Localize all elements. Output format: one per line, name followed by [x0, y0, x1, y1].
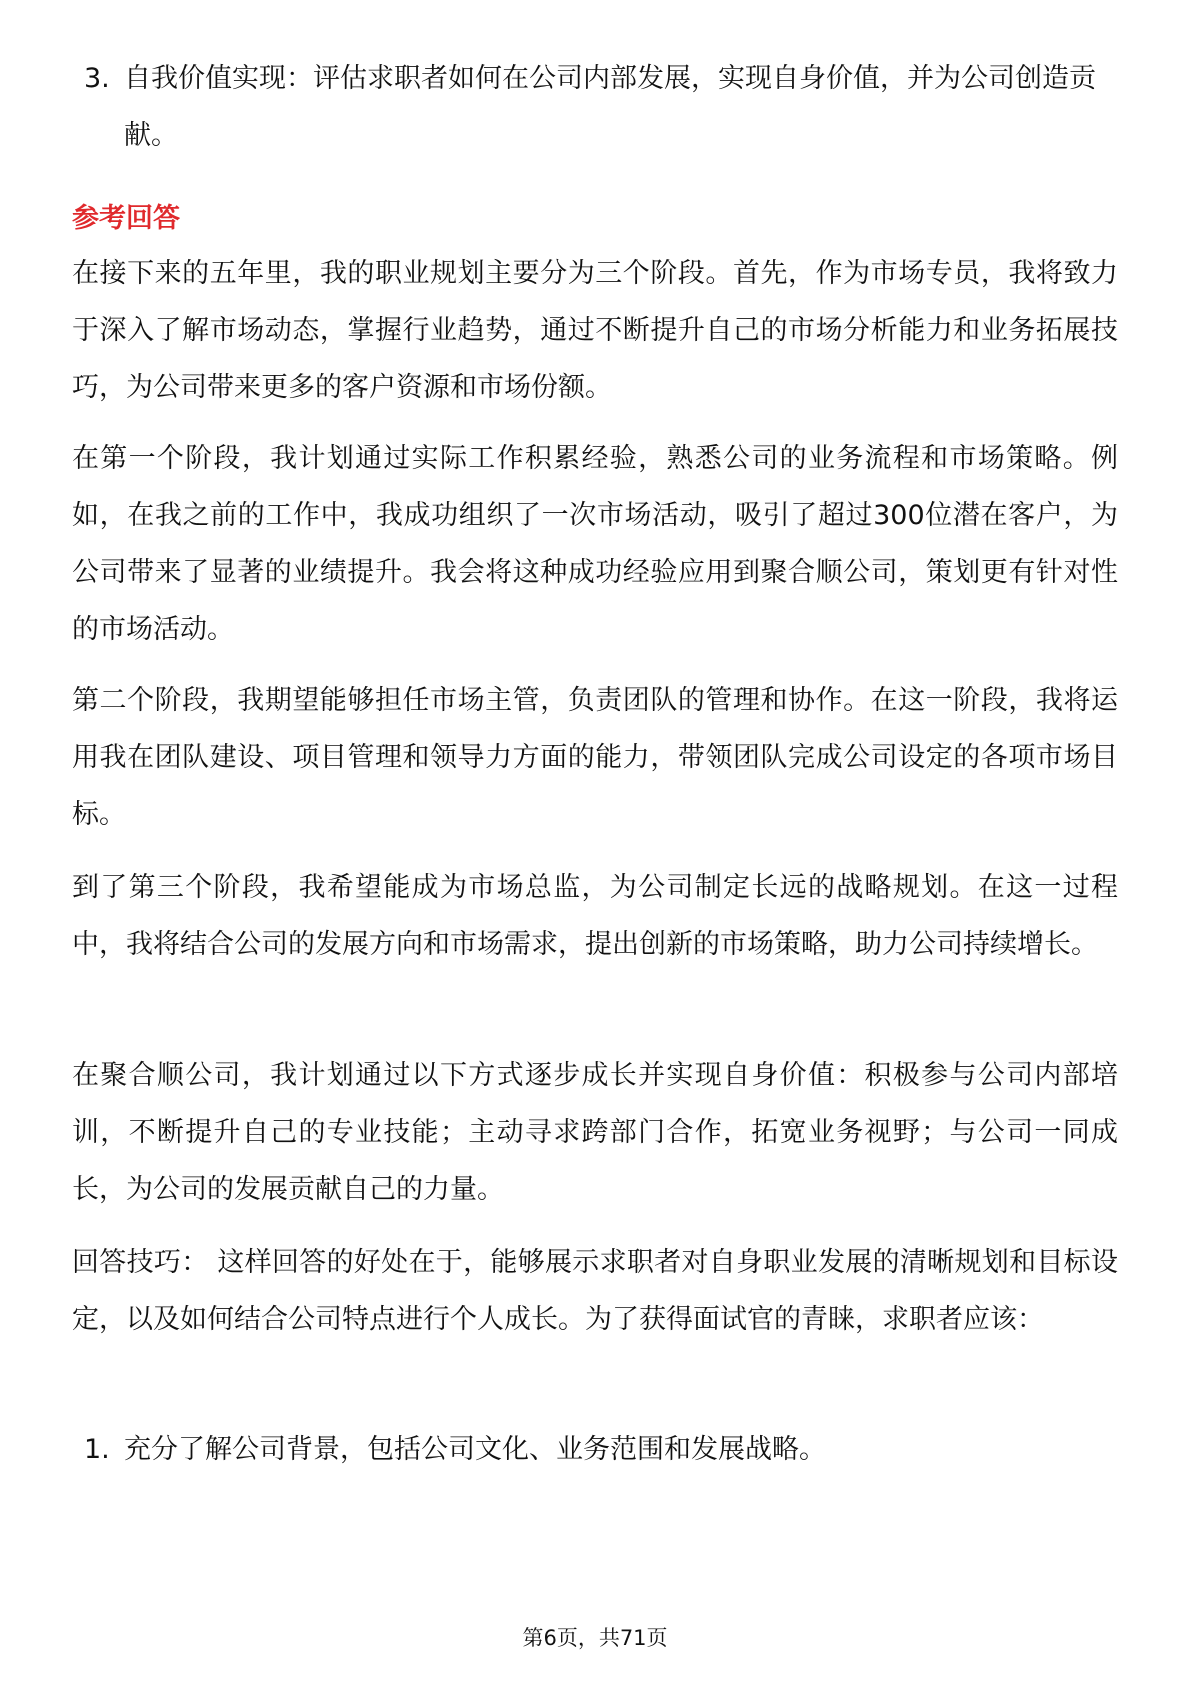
list-item-1	[72, 1421, 1118, 1478]
paragraph-2: 在第一个阶段，我计划通过实际工作积累经验，熟悉公司的业务流程和市场策略。例如，在我之前的工作中，我成功组织了一次市场活动，吸引了超过300位潜在客户，为公司带来了显著的业绩提升。我会将这种成功经验应用到聚合顺公司，策划更有针对性的市场活动。	[72, 443, 1118, 645]
list-text: 自我价值实现：评估求职者如何在公司内部发展，实现自身价值，并为公司创造贡献。	[124, 63, 1096, 151]
list-item-3	[72, 50, 1118, 164]
list-number: 3.	[84, 63, 110, 94]
list-number: 1.	[84, 1434, 110, 1465]
section-title: 参考回答	[72, 203, 180, 234]
page-footer: 第6页，共71页	[522, 1626, 668, 1650]
paragraph-1: 在接下来的五年里，我的职业规划主要分为三个阶段。首先，作为市场专员，我将致力于深入了解市场动态，掌握行业趋势，通过不断提升自己的市场分析能力和业务拓展技巧，为公司带来更多的客户资源和市场份额。	[72, 258, 1118, 403]
answer-tips-paragraph: 回答技巧： 这样回答的好处在于，能够展示求职者对自身职业发展的清晰规划和目标设定，以及如何结合公司特点进行个人成长。为了获得面试官的青睐，求职者应该：	[72, 1247, 1118, 1335]
paragraph-3: 第二个阶段，我期望能够担任市场主管，负责团队的管理和协作。在这一阶段，我将运用我在团队建设、项目管理和领导力方面的能力，带领团队完成公司设定的各项市场目标。	[72, 685, 1118, 830]
list-text: 充分了解公司背景，包括公司文化、业务范围和发展战略。	[124, 1434, 826, 1465]
paragraph-5: 在聚合顺公司，我计划通过以下方式逐步成长并实现自身价值：积极参与公司内部培训，不断提升自己的专业技能；主动寻求跨部门合作，拓宽业务视野；与公司一同成长，为公司的发展贡献自己的力量。	[72, 1060, 1118, 1205]
paragraph-4: 到了第三个阶段，我希望能成为市场总监，为公司制定长远的战略规划。在这一过程中，我将结合公司的发展方向和市场需求，提出创新的市场策略，助力公司持续增长。	[72, 872, 1118, 960]
